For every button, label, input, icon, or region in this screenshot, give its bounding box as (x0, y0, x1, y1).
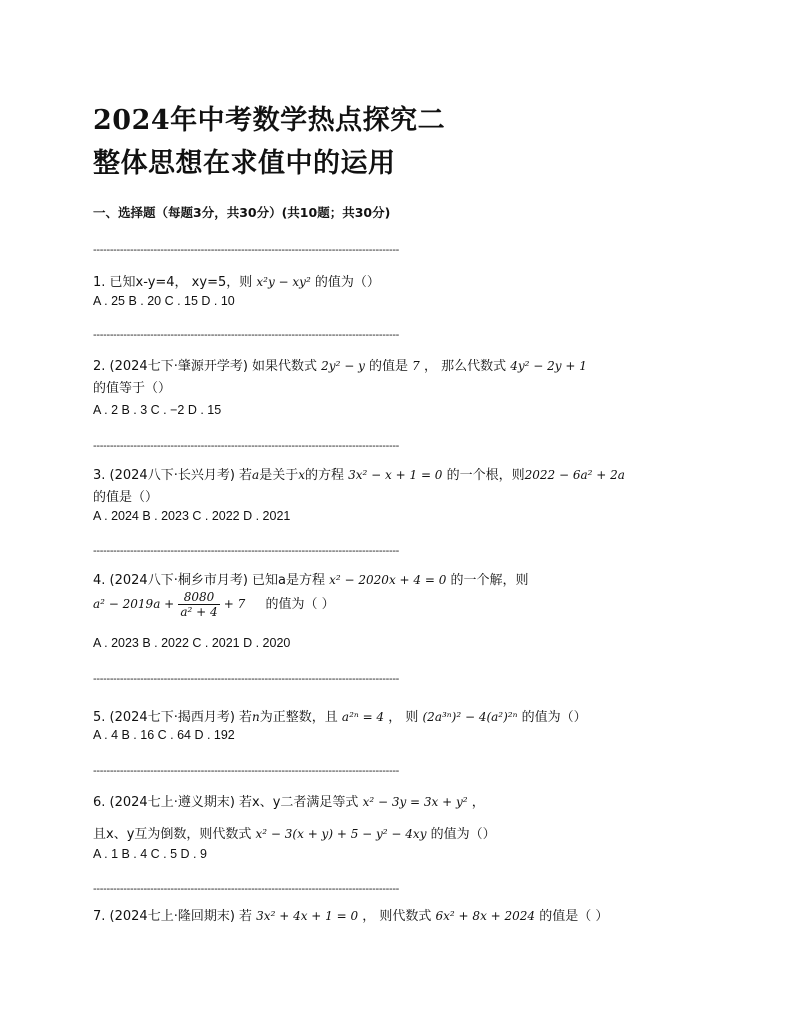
question-7: 7. (2024七上·隆回期末) 若 3x² + 4x + 1 = 0 ， 则代数式 6x² + 8x + 2024 的值是（ ） (93, 909, 609, 924)
q4-equation: x² − 2020x + 4 = 0 (329, 573, 447, 587)
q3-options: A . 2024 B . 2023 C . 2022 D . 2021 (93, 509, 291, 523)
q3-expression: 2022 − 6a² + 2a (524, 468, 625, 482)
separator: ------------------------------------------------------------------------------------------- (93, 244, 400, 256)
q6-options: A . 1 B . 4 C . 5 D . 9 (93, 847, 207, 861)
separator: ------------------------------------------------------------------------------------------- (93, 883, 400, 895)
question-6: 6. (2024七上·遵义期末) 若x、y二者满足等式 x² − 3y = 3x + y² ， (93, 795, 485, 810)
separator: ------------------------------------------------------------------------------------------- (93, 440, 400, 452)
question-4: 4. (2024八下·桐乡市月考) 已知a是方程 x² − 2020x + 4 = 0 的一个解，则 (93, 573, 529, 588)
q3-equation: 3x² − x + 1 = 0 (348, 468, 443, 482)
separator: ------------------------------------------------------------------------------------------- (93, 545, 400, 557)
q6-line2: 且x、y互为倒数，则代数式 x² − 3(x + y) + 5 − y² − 4xy 的值为（） (93, 827, 496, 842)
q7-equation: 3x² + 4x + 1 = 0 (256, 909, 359, 923)
q1-stem: 1. 已知x-y=4， xy=5，则 (93, 275, 253, 290)
q3-line2: 的值是（） (93, 490, 159, 505)
q1-options: A . 25 B . 20 C . 15 D . 10 (93, 294, 235, 308)
q5-expression: (2a³ⁿ)² − 4(a²)²ⁿ (422, 710, 518, 724)
separator: ------------------------------------------------------------------------------------------- (93, 765, 400, 777)
page-title-line1: 2024年中考数学热点探究二 (93, 105, 446, 136)
question-2: 2. (2024七下·肇源开学考) 如果代数式 2y² − y 的值是 7 ， 那么代数式 4y² − 2y + 1 (93, 359, 587, 374)
page-title-line2: 整体思想在求值中的运用 (93, 148, 396, 179)
q1-expression: x²y − xy² (256, 275, 311, 289)
q2-expression-2: 4y² − 2y + 1 (510, 359, 587, 373)
section-heading: 一、选择题（每题3分，共30分）(共10题；共30分) (93, 205, 391, 220)
q4-options: A . 2023 B . 2022 C . 2021 D . 2020 (93, 636, 291, 650)
separator: ------------------------------------------------------------------------------------------- (93, 329, 400, 341)
q6-expression: x² − 3(x + y) + 5 − y² − 4xy (255, 827, 427, 841)
q5-condition: a²ⁿ = 4 (341, 710, 385, 724)
question-3: 3. (2024八下·长兴月考) 若a是关于x的方程 3x² − x + 1 = 0 的一个根，则2022 − 6a² + 2a (93, 468, 625, 483)
q1-suffix: 的值为（） (314, 275, 380, 290)
separator: ------------------------------------------------------------------------------------------- (93, 673, 400, 685)
q4-fraction: $\frac{8080}{\text{a² + 4}}$ (180, 590, 218, 619)
q5-options: A . 4 B . 16 C . 64 D . 192 (93, 728, 235, 742)
q2-options: A . 2 B . 3 C . −2 D . 15 (93, 403, 222, 417)
q6-equation: x² − 3y = 3x + y² (362, 795, 468, 809)
q2-line2: 的值等于（） (93, 381, 172, 396)
question-1 (93, 271, 380, 290)
q7-expression: 6x² + 8x + 2024 (435, 909, 536, 923)
q2-expression-1: 2y² − y (321, 359, 365, 373)
question-5: 5. (2024七下·揭西月考) 若n为正整数，且 a²ⁿ = 4 ， 则 (2a³ⁿ)² − 4(a²)²ⁿ 的值为（） (93, 710, 587, 725)
q4-expression-line: a² − 2019a + $\frac{8080}{\text{a² + 4}}$ + 7 的值为（ ） (93, 590, 335, 619)
